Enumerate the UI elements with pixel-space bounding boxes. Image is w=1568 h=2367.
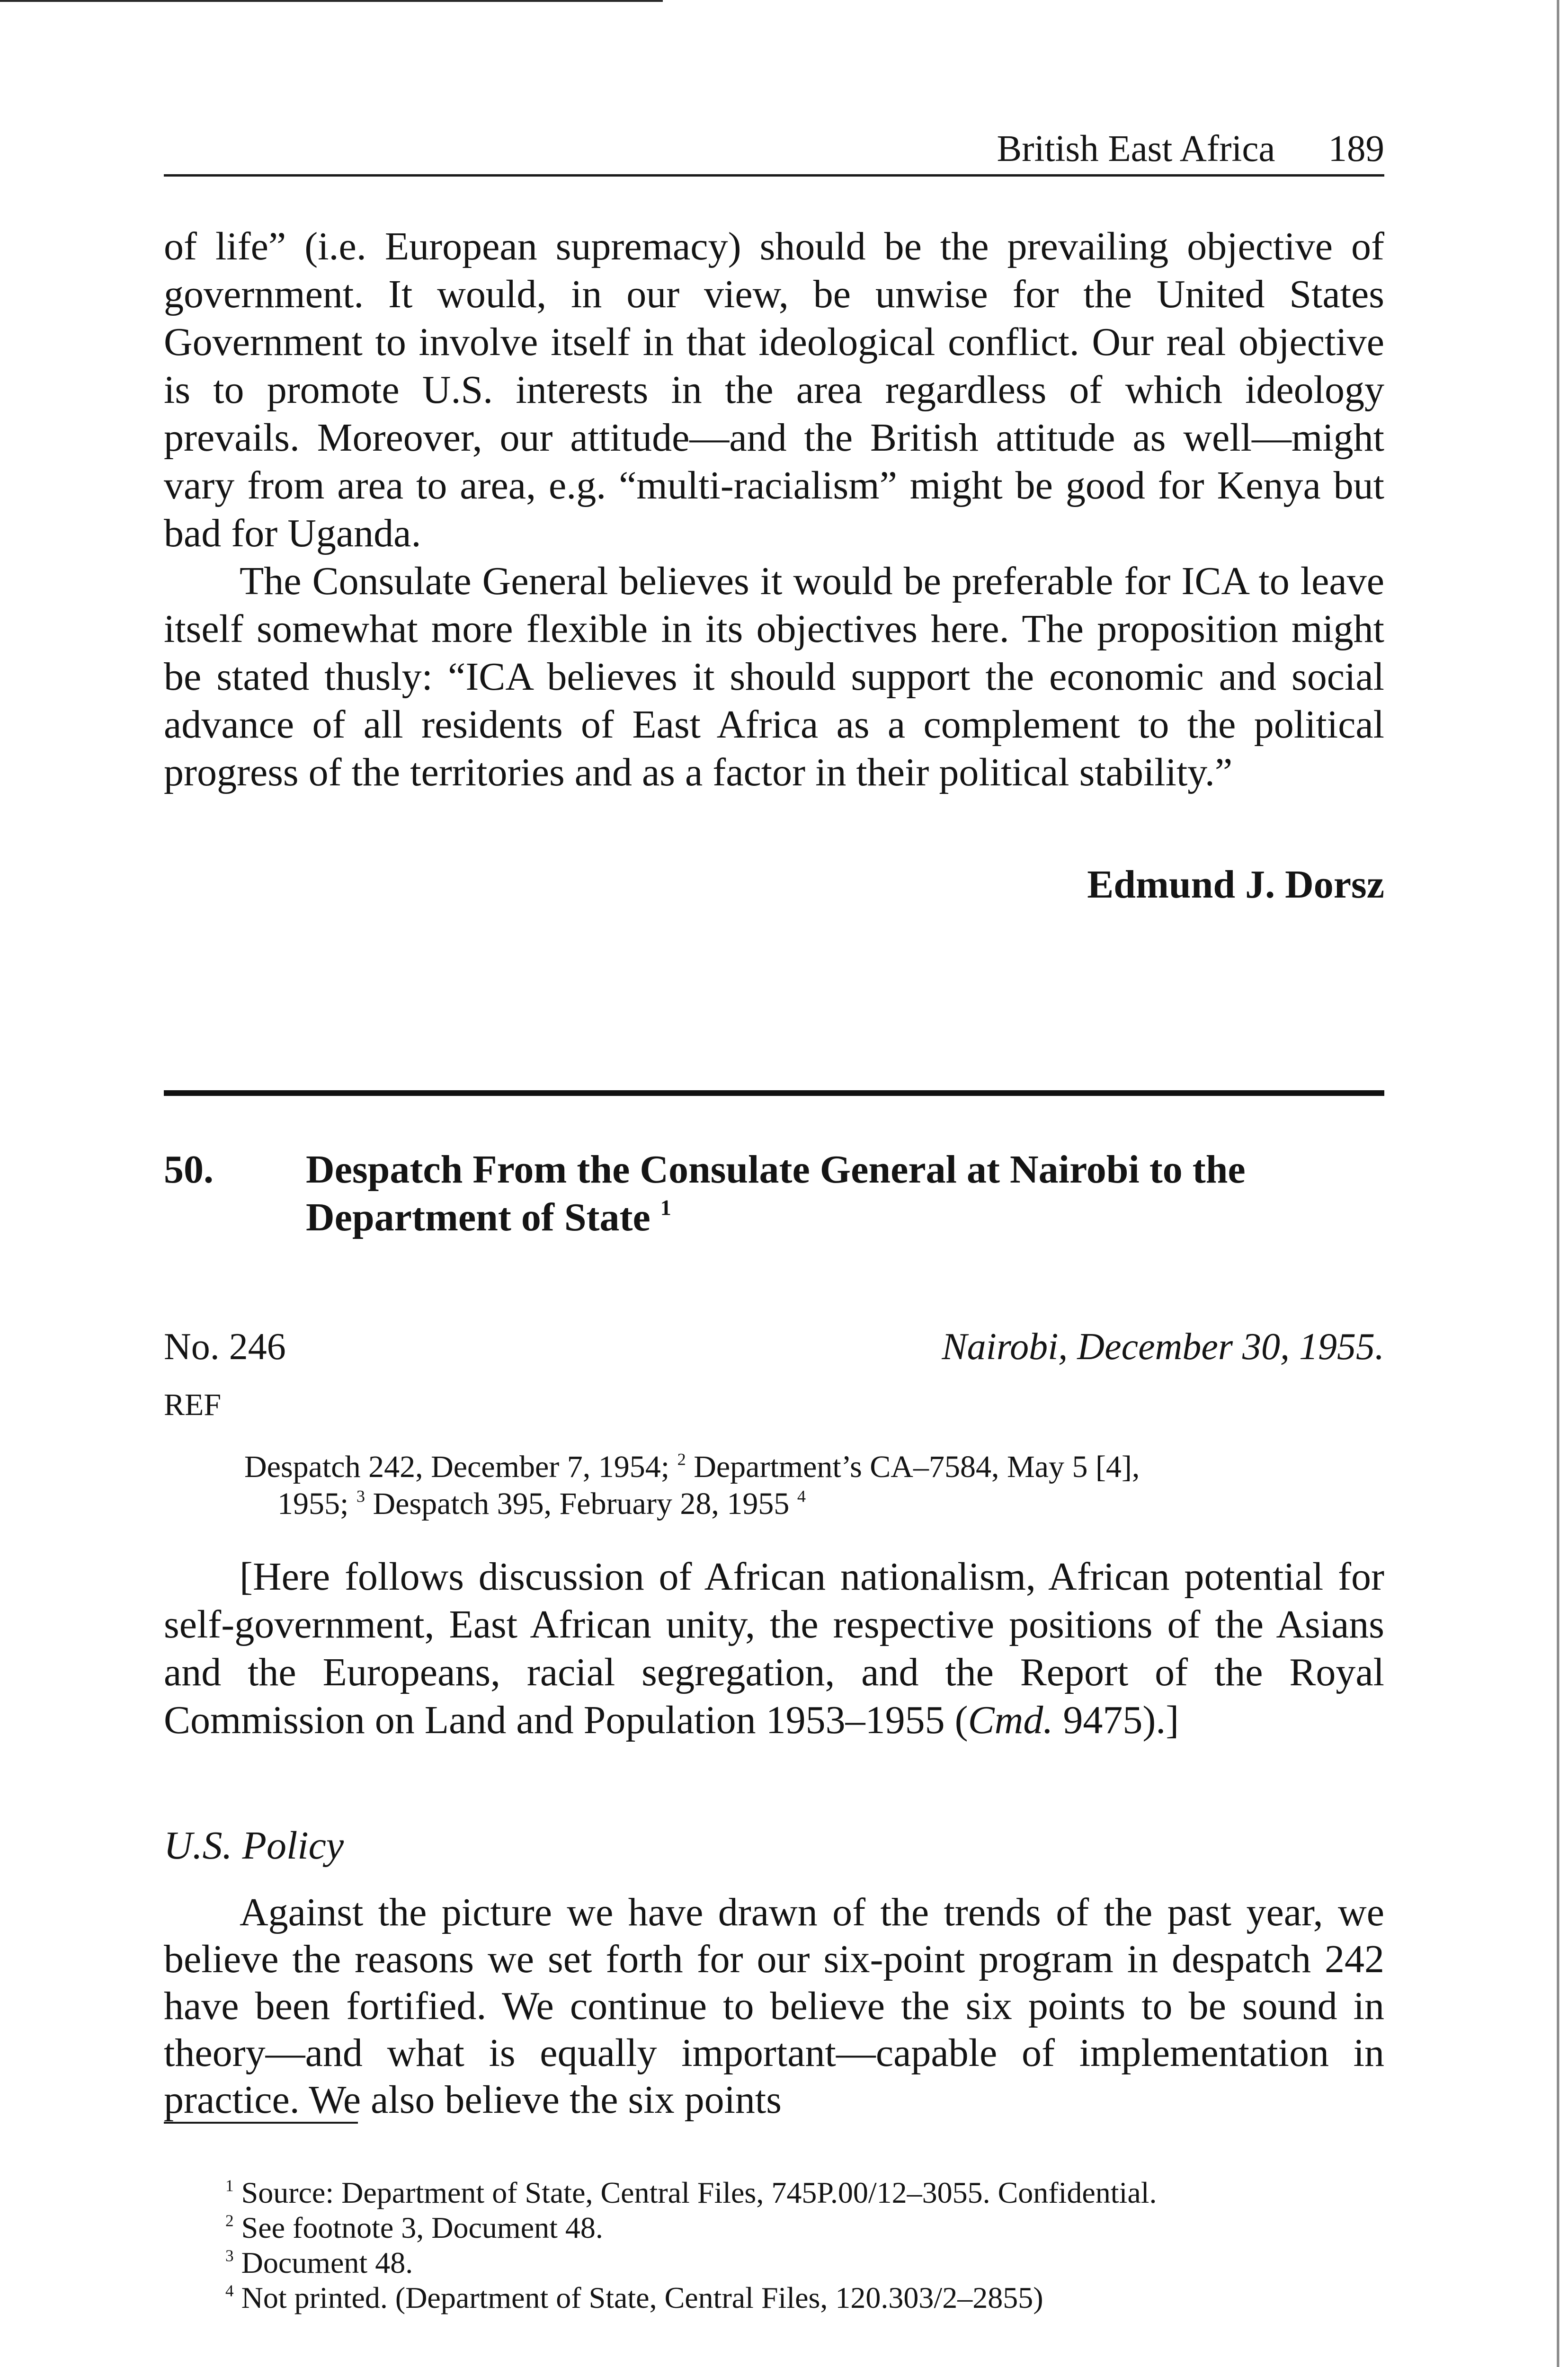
continued-text (164, 222, 1384, 796)
editorial-note-text: [Here follows discussion of African nationalism, African potential for self-government, East African unity, the respective positions of the Asians and the Europeans, racial segregation, and the Report of the Royal Commission on Land and Population 1953–1955 ( (164, 1555, 1384, 1742)
footnote-mark: 1 (225, 2176, 234, 2195)
footnote-rule (164, 2122, 358, 2124)
footnote-text: Source: Department of State, Central Files, 745P.00/12–3055. Confidential. (241, 2176, 1157, 2209)
footnote-marker-4: 4 (797, 1486, 806, 1506)
footnote (225, 2210, 1362, 2245)
footnote-marker-1: 1 (660, 1195, 671, 1220)
reference-line-2 (244, 1486, 1333, 1522)
reference-ca-7584: Department’s CA–7584, May 5 [4], (686, 1450, 1140, 1484)
signature: Edmund J. Dorsz (1087, 863, 1384, 907)
footnote (225, 2245, 1362, 2280)
editorial-note-end: 9475).] (1053, 1698, 1179, 1742)
continued-paragraph-1: of life” (i.e. European supremacy) should be the prevailing objective of government. It would, in our view, be unwise for the United States Government to involve itself in that ideological conflict. Our real objective is to promote U.S. interests in the area regardless of which ideology prevails. Moreover, our attitude—and the British attitude as well—might vary from area to area, e.g. “multi-racialism” might be good for Kenya but bad for Uganda. (164, 224, 1384, 555)
reference-despatch-395: Despatch 395, February 28, 1955 (365, 1486, 790, 1521)
subheading: U.S. Policy (164, 1824, 344, 1868)
running-head (164, 128, 1384, 170)
scan-binding-edge (1557, 0, 1559, 2367)
footnote-marker-3: 3 (356, 1486, 365, 1506)
place-date: Nairobi, December 30, 1955. (942, 1326, 1384, 1368)
footnotes (225, 2175, 1362, 2315)
scan-top-edge-line (0, 0, 663, 2)
header-rule (164, 174, 1384, 177)
reference-despatch-242: Despatch 242, December 7, 1954; (244, 1450, 670, 1484)
despatch-number: No. 246 (164, 1326, 286, 1368)
footnote-text: Not printed. (Department of State, Central Files, 120.303/2–2855) (241, 2281, 1043, 2314)
footnote-mark: 3 (225, 2246, 234, 2265)
document-title-text: Despatch From the Consulate General at Nairobi to the Department of State (306, 1148, 1246, 1239)
command-paper-abbrev: Cmd. (968, 1698, 1053, 1742)
footnote (225, 2175, 1362, 2210)
section-divider (164, 1090, 1384, 1096)
editorial-note (164, 1553, 1384, 1744)
policy-paragraph: Against the picture we have drawn of the trends of the past year, we believe the reasons we set forth for our six-point program in despatch 242 have been fortified. We continue to believe the six points to be sound in theory—and what is equally important—capable of implementation in practice. We also believe the six points (164, 1890, 1384, 2122)
footnote (225, 2280, 1362, 2315)
policy-section (164, 1889, 1384, 2123)
ref-label: REF (164, 1388, 222, 1422)
reference-line-1 (244, 1450, 1140, 1484)
footnote-mark: 4 (225, 2281, 234, 2300)
running-head-title: British East Africa (997, 128, 1275, 169)
page-number: 189 (1328, 128, 1384, 169)
footnote-marker-2: 2 (677, 1450, 686, 1469)
footnote-text: Document 48. (241, 2246, 413, 2279)
document-title (306, 1146, 1384, 1241)
document-number: 50. (164, 1148, 214, 1192)
reference-year: 1955; (277, 1486, 349, 1521)
editorial-note-paragraph (164, 1553, 1384, 1744)
footnote-mark: 2 (225, 2211, 234, 2230)
reference-list (244, 1449, 1333, 1522)
continued-paragraph-2: The Consulate General believes it would be preferable for ICA to leave itself somewhat more flexible in its objectives here. The proposition might be stated thusly: “ICA believes it should support the economic and social advance of all residents of East Africa as a complement to the political progress of the territories and as a factor in their political stability.” (164, 559, 1384, 794)
footnote-text: See footnote 3, Document 48. (241, 2211, 603, 2244)
